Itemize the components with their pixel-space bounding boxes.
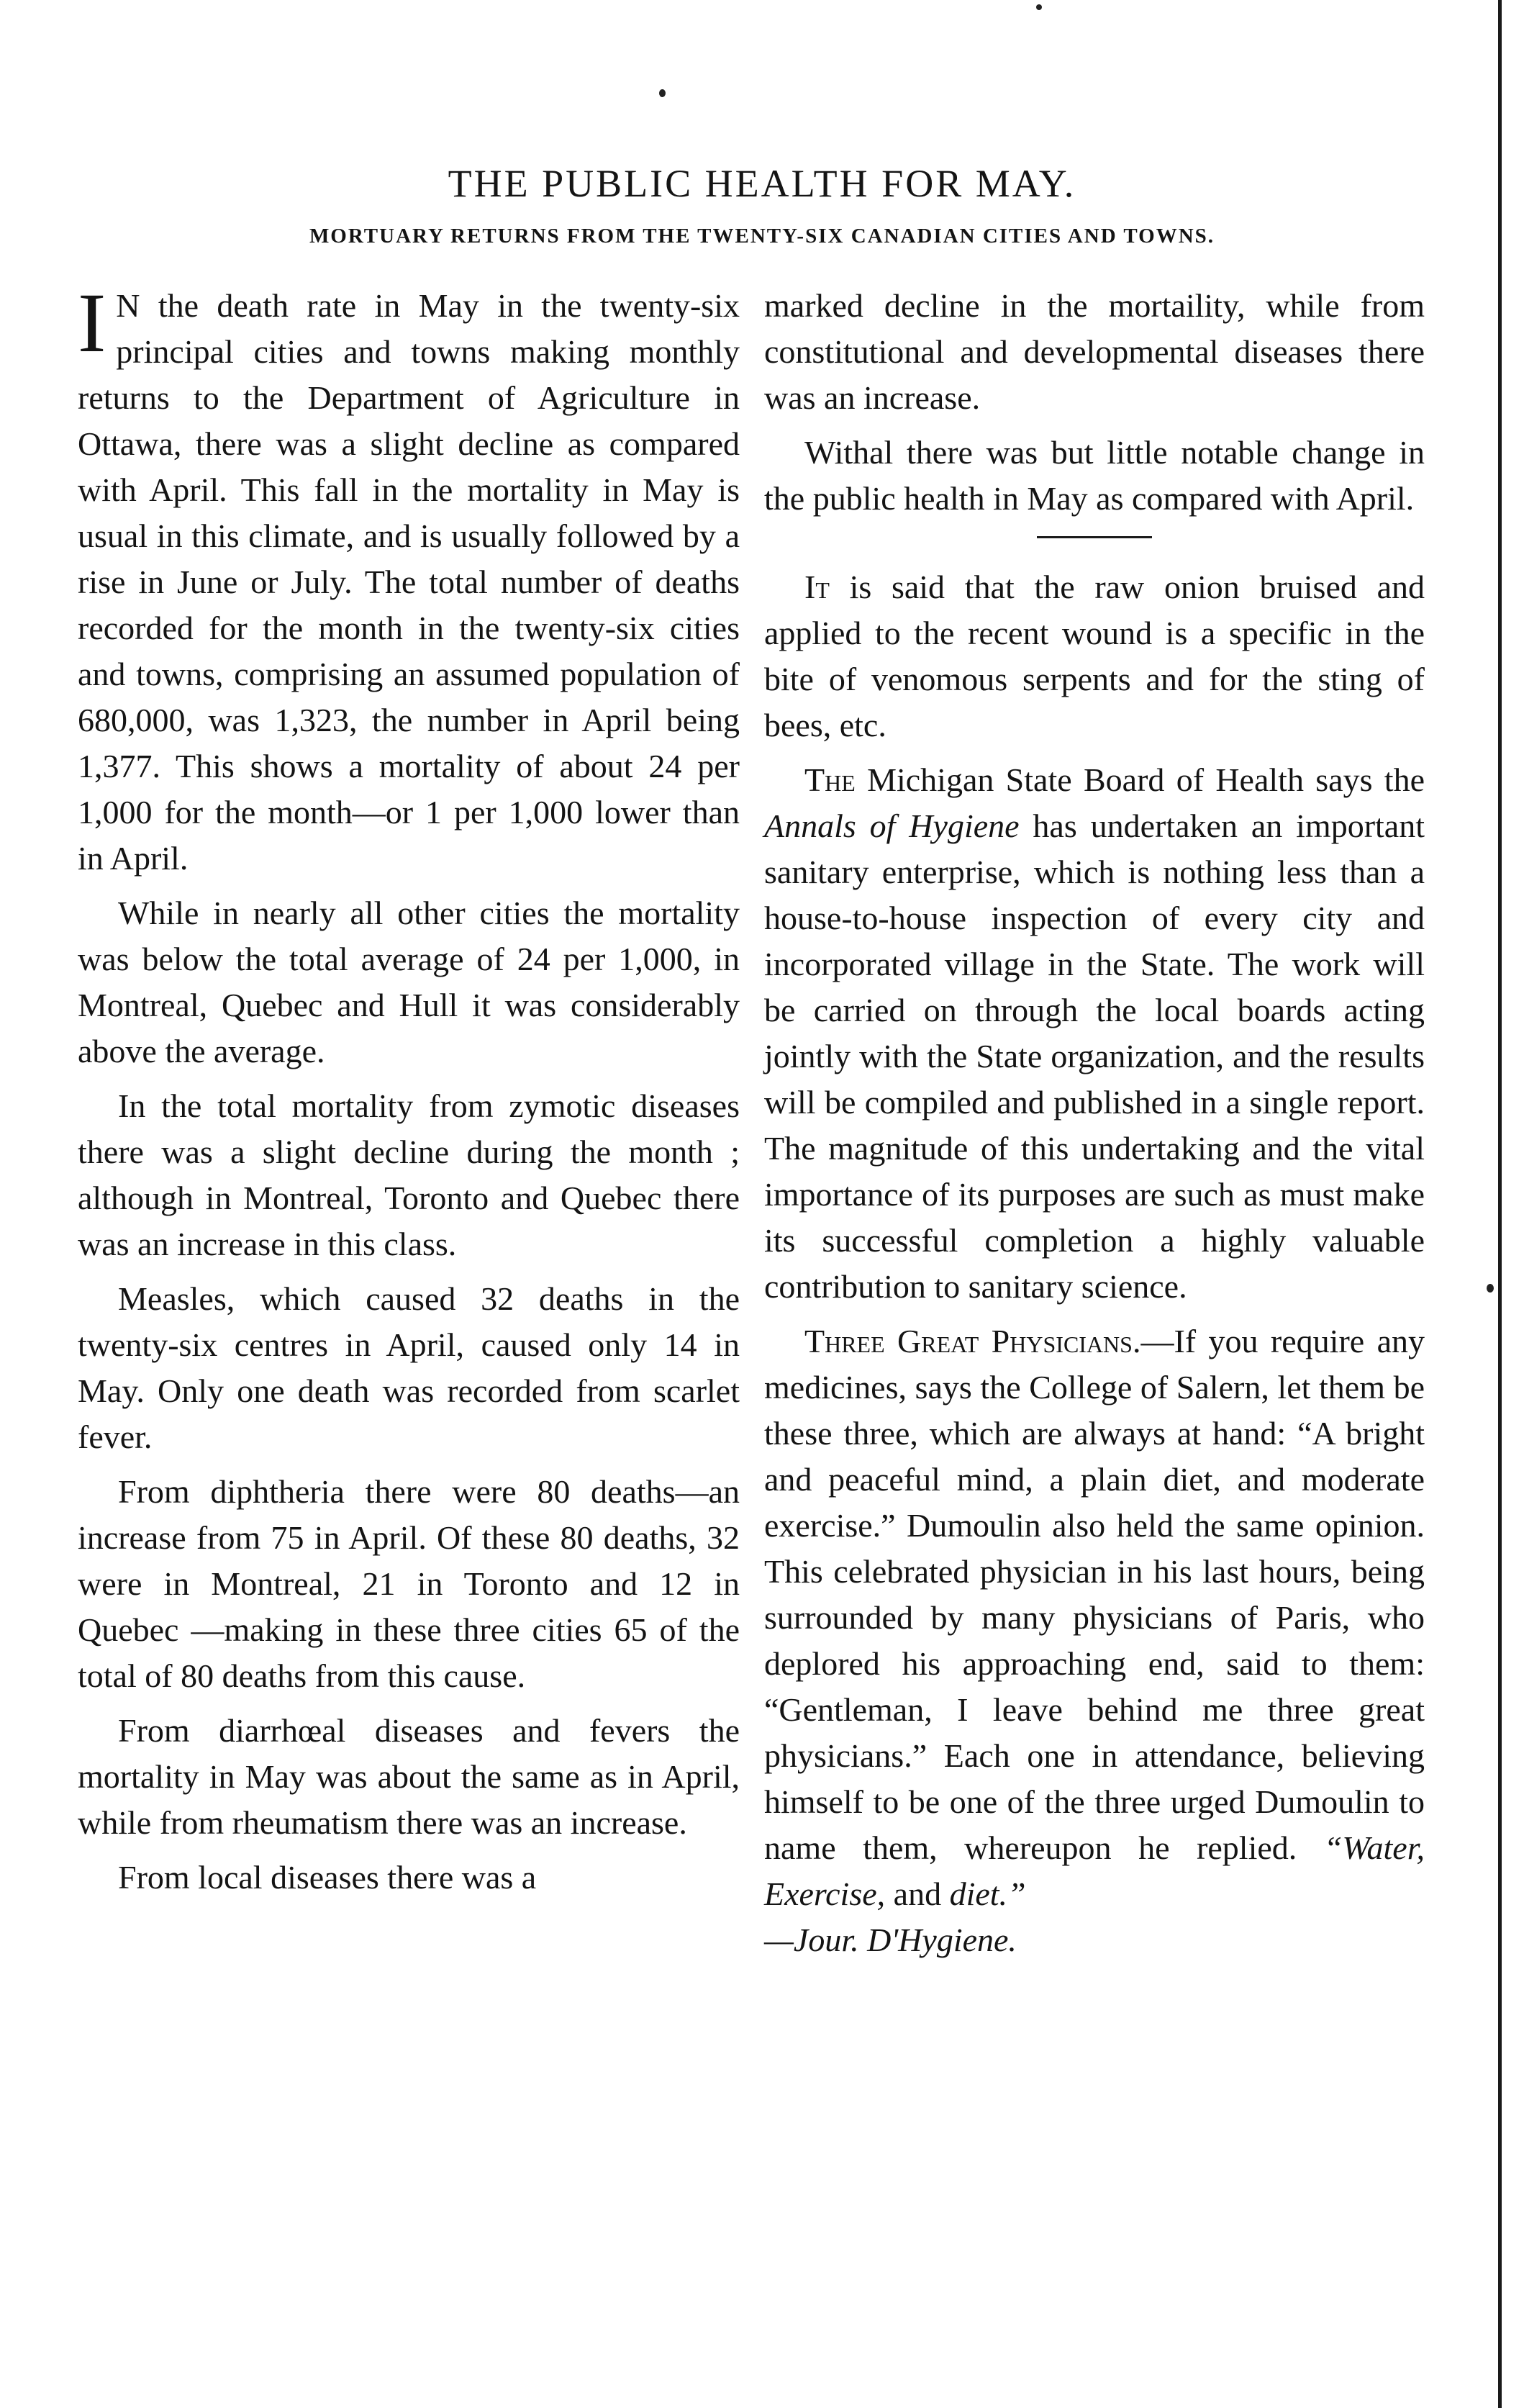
paragraph: From diphtheria there were 80 deaths—an increase from 75 in April. Of these 80 deaths, 32 were in Montreal, 21 in Toronto and 12 in Quebec —making in these three cities 65 of the total of 80 deaths from this cause.	[78, 1473, 740, 1694]
paragraph: In the total mortality from zymotic diseases there was a slight decline during the month ; although in Montreal, Toronto and Quebec there was an increase in this class.	[78, 1087, 740, 1262]
left-column	[78, 276, 740, 1909]
paragraph: Withal there was but little notable change in the public health in May as compared with April.	[764, 434, 1425, 517]
print-speck	[1487, 1284, 1494, 1293]
paragraph-text: N the death rate in May in the twenty-six principal cities and towns making monthly returns to the Department of Agriculture in Ottawa, there was a slight decline as compared with April. This fall in the mortality in May is usual in this climate, and is usually followed by a rise in June or July. The total number of deaths recorded for the month in the twenty-six cities and towns, comprising an assumed population of 680,000, was 1,323, the number in April being 1,377. This shows a mortality of about 24 per 1,000 for the month—or 1 per 1,000 lower than in April.	[78, 287, 740, 877]
quote-emphasis: diet.”	[949, 1875, 1026, 1912]
paragraph-text: is said that the raw onion bruised and applied to the recent wound is a specific in the bite of venomous serpents and for the sting of bees, etc.	[764, 569, 1425, 743]
quote-emphasis: “Water, Exercise,	[764, 1829, 1425, 1912]
article-title: THE PUBLIC HEALTH FOR MAY.	[448, 162, 1076, 205]
lead-word: The	[804, 761, 856, 798]
right-column	[764, 283, 1425, 1972]
paragraph-onion	[764, 564, 1425, 748]
paragraph: From local diseases there was a	[118, 1859, 537, 1896]
print-speck	[1036, 4, 1042, 10]
paragraph: marked decline in the mortaility, while from constitutional and developmental diseases there was an increase.	[764, 287, 1425, 416]
section-divider	[1037, 536, 1152, 538]
paragraph-physicians	[764, 1318, 1425, 1963]
binding-rule	[1498, 0, 1502, 2408]
print-speck	[659, 89, 666, 97]
paragraph: Measles, which caused 32 deaths in the twenty-six centres in April, caused only 14 in May. Only one death was recorded from scarlet fever.	[78, 1280, 740, 1455]
paragraph-text: Michigan State Board of Health says the	[855, 761, 1425, 798]
publication-title: Annals of Hygiene	[764, 807, 1020, 844]
section-heading: Three Great Physicians.	[804, 1323, 1141, 1359]
paragraph: From diarrhœal diseases and fevers the mortality in May was about the same as in April, while from rheumatism there was an increase.	[78, 1712, 740, 1841]
lead-word: It	[804, 569, 830, 605]
drop-cap: I	[78, 276, 106, 370]
article-subtitle: MORTUARY RETURNS FROM THE TWENTY-SIX CANADIAN CITIES AND TOWNS.	[309, 225, 1215, 248]
paragraph-michigan	[764, 757, 1425, 1310]
paragraph-text: —If you require any medicines, says the College of Salern, let them be these three, which are always at hand: “A bright and peaceful mind, a plain diet, and moderate exercise.” Dumoulin also held the same opinion. This celebrated physician in his last hours, being surrounded by many physicians of Paris, who deplored his approaching end, said to them: “Gentleman, I leave behind me three great physicians.” Each one in attendance, believing himself to be one of the three urged Dumoulin to name them, whereupon he replied.	[764, 1323, 1425, 1866]
source-citation: —Jour. D'Hygiene.	[764, 1922, 1017, 1958]
paragraph	[78, 276, 740, 882]
paragraph-text: and	[885, 1875, 950, 1912]
paragraph: While in nearly all other cities the mortality was below the total average of 24 per 1,000, in Montreal, Quebec and Hull it was considerably above the average.	[78, 895, 740, 1069]
paragraph-text: has undertaken an important sanitary enterprise, which is nothing less than a house-to-house inspection of every city and incorporated village in the State. The work will be carried on through the local boards acting jointly with the State organization, and the results will be compiled and published in a single report. The magnitude of this undertaking and the vital importance of its purposes are such as must make its successful completion a highly valuable contribution to sanitary science.	[764, 807, 1425, 1305]
